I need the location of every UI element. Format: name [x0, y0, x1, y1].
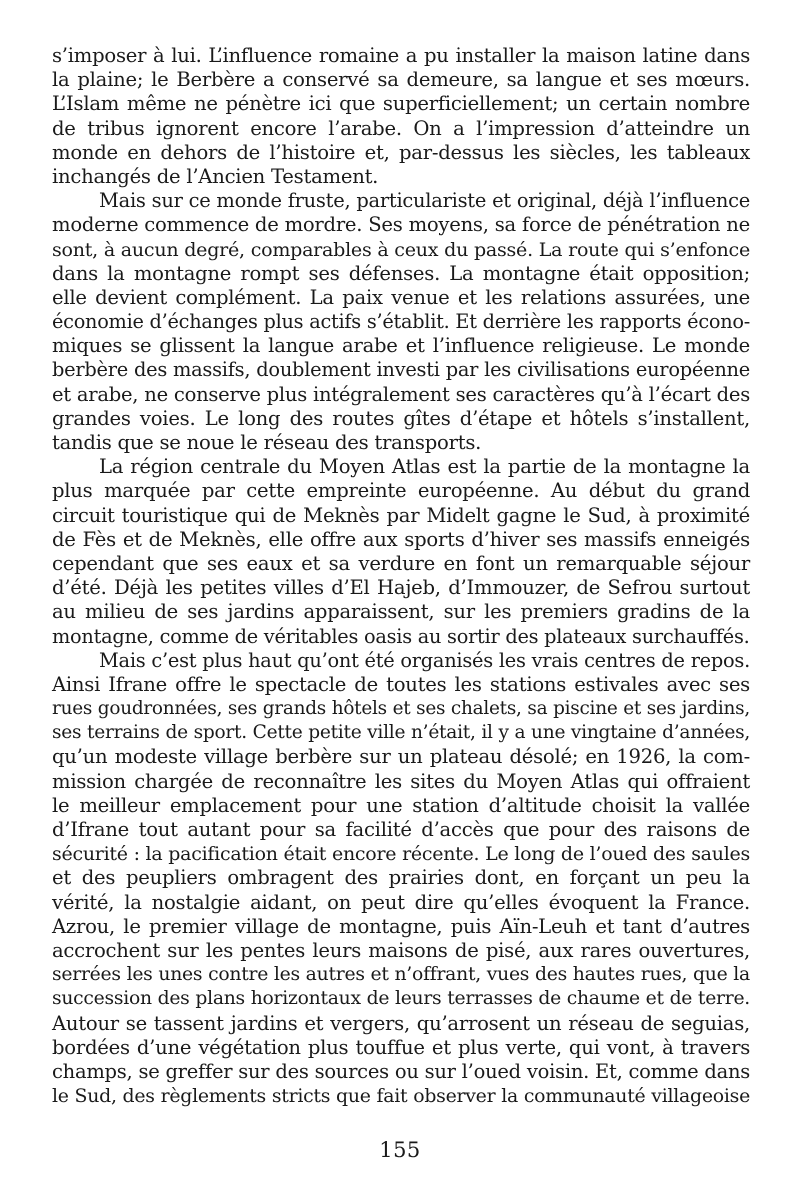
- text-line: montagne, comme de véritables oasis au sortir des plateaux surchauffés.: [52, 624, 750, 648]
- text-line: Azrou, le premier village de montagne, puis Aïn-Leuh et tant d’autres: [52, 914, 750, 938]
- text-line: serrées les unes contre les autres et n’offrant, vues des hautes rues, que la: [52, 964, 750, 986]
- text-line: bordées d’une végétation plus touffue et plus verte, qui vont, à travers: [52, 1035, 750, 1059]
- text-line: vérité, la nostalgie aidant, on peut dire qu’elles évoquent la France.: [52, 890, 750, 914]
- text-line: économie d’échanges plus actifs s’établit. Et derrière les rapports écono-: [52, 310, 750, 334]
- text-line: Mais c’est plus haut qu’ont été organisés les vrais centres de repos.: [99, 648, 750, 672]
- text-line: d’été. Déjà les petites villes d’El Hajeb, d’Immouzer, de Sefrou surtout: [52, 576, 750, 600]
- page-body: [52, 44, 750, 1108]
- text-line: cependant que ses eaux et sa verdure en font un remarquable séjour: [52, 551, 750, 575]
- text-line: de tribus ignorent encore l’arabe. On a l’impression d’atteindre un: [52, 116, 750, 140]
- text-line: circuit touristique qui de Meknès par Midelt gagne le Sud, à proximité: [52, 503, 750, 527]
- text-line: sont, à aucun degré, comparables à ceux du passé. La route qui s’enfonce: [52, 238, 750, 261]
- text-line: grandes voies. Le long des routes gîtes d’étape et hôtels s’installent,: [52, 406, 750, 430]
- paragraph-2: [52, 189, 750, 455]
- text-line: s’imposer à lui. L’influence romaine a pu installer la maison latine dans: [52, 44, 750, 67]
- text-line: dans la montagne rompt ses défenses. La montagne était opposition;: [52, 261, 750, 285]
- paragraph-3: [52, 455, 750, 649]
- text-line: le meilleur emplacement pour une station d’altitude choisit la vallée: [52, 793, 750, 817]
- text-line: qu’un modeste village berbère sur un plateau désolé; en 1926, la com-: [52, 745, 750, 769]
- text-line: elle devient complément. La paix venue et les relations assurées, une: [52, 285, 750, 309]
- text-line: rues goudronnées, ses grands hôtels et ses chalets, sa piscine et ses jardins,: [52, 698, 750, 720]
- text-line: accrochent sur les pentes leurs maisons de pisé, aux rares ouvertures,: [52, 938, 750, 962]
- text-line: miques se glissent la langue arabe et l’influence religieuse. Le monde: [52, 334, 750, 358]
- text-line: Autour se tassent jardins et vergers, qu’arrosent un réseau de seguias,: [52, 1011, 750, 1035]
- text-line: d’Ifrane tout autant pour sa facilité d’accès que pour des raisons de: [52, 818, 750, 841]
- text-line: de Fès et de Meknès, elle offre aux sports d’hiver ses massifs enneigés: [52, 527, 750, 551]
- text-line: La région centrale du Moyen Atlas est la partie de la montagne la: [99, 455, 750, 479]
- text-line: tandis que se noue le réseau des transports.: [52, 431, 482, 454]
- paragraph-1: [52, 44, 750, 189]
- paragraph-4: [52, 649, 750, 1109]
- text-line: Mais sur ce monde fruste, particulariste et original, déjà l’influence: [99, 189, 750, 213]
- text-line: mission chargée de reconnaître les sites du Moyen Atlas qui offraient: [52, 769, 750, 793]
- text-line: et des peupliers ombragent des prairies dont, en forçant un peu la: [52, 866, 750, 890]
- text-line: au milieu de ses jardins apparaissent, sur les premiers gradins de la: [52, 600, 750, 624]
- page-number: 155: [379, 1138, 421, 1162]
- text-line: et arabe, ne conserve plus intégralement ses caractères qu’à l’écart des: [52, 382, 750, 406]
- text-line: berbère des massifs, doublement investi par les civilisations européenne: [52, 358, 750, 382]
- text-line: L’Islam même ne pénètre ici que superficiellement; un certain nombre: [52, 92, 750, 116]
- text-line: Ainsi Ifrane offre le spectacle de toutes les stations estivales avec ses: [52, 672, 750, 696]
- text-line: le Sud, des règlements stricts que fait observer la communauté villageoise: [52, 1085, 750, 1108]
- text-line: ses terrains de sport. Cette petite ville n’était, il y a une vingtaine d’années,: [52, 722, 750, 744]
- text-line: inchangés de l’Ancien Testament.: [52, 164, 379, 188]
- text-line: plus marquée par cette empreinte européenne. Au début du grand: [52, 479, 750, 503]
- text-line: succession des plans horizontaux de leurs terrasses de chaume et de terre.: [52, 988, 750, 1010]
- text-line: la plaine; le Berbère a conservé sa demeure, sa langue et ses mœurs.: [52, 68, 750, 92]
- text-line: champs, se greffer sur des sources ou sur l’oued voisin. Et, comme dans: [52, 1059, 750, 1083]
- text-line: moderne commence de mordre. Ses moyens, sa force de pénétration ne: [52, 213, 750, 237]
- text-line: sécurité : la pacification était encore récente. Le long de l’oued des saules: [52, 843, 750, 866]
- text-line: monde en dehors de l’histoire et, par-dessus les siècles, les tableaux: [52, 140, 750, 164]
